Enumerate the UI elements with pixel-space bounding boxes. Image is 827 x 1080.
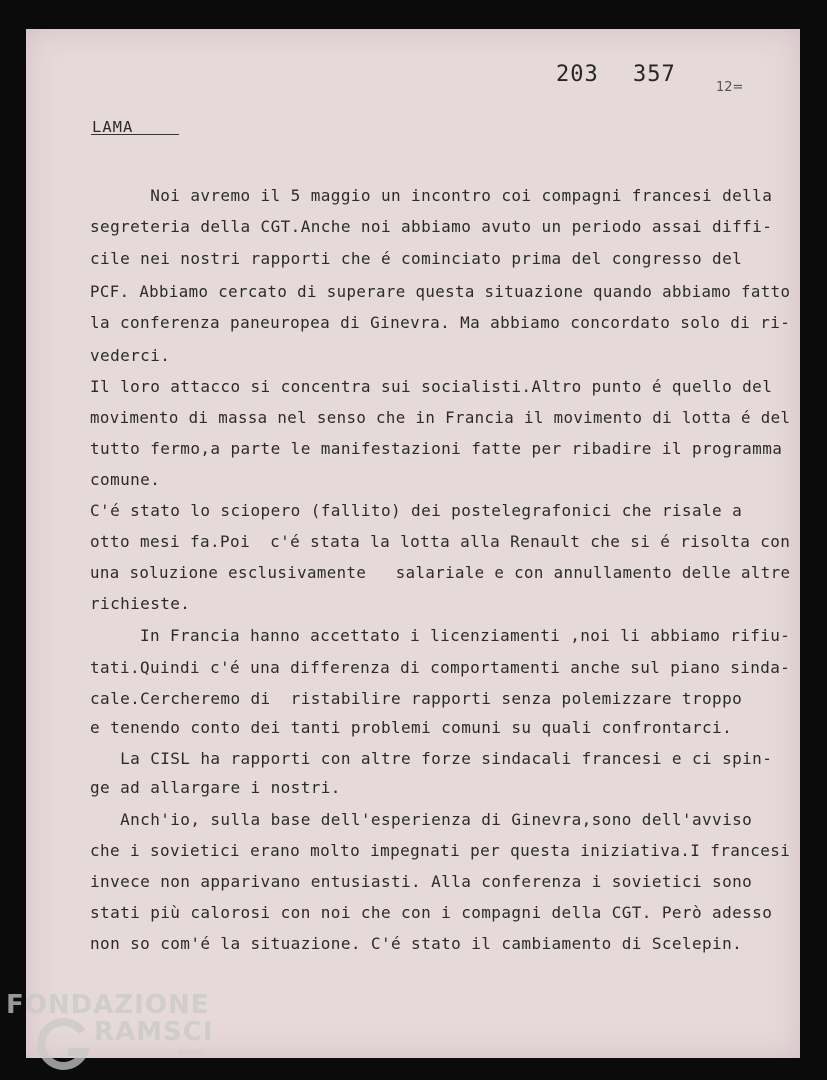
text-line: stati più calorosi con noi che con i compagni della CGT. Però adesso (90, 903, 773, 922)
text-line: richieste. (90, 594, 191, 613)
text-line: invece non apparivano entusiasti. Alla conferenza i sovietici sono (90, 872, 753, 891)
text-line: che i sovietici erano molto impegnati per questa iniziativa.I francesi (90, 841, 791, 860)
text-line: vederci. (90, 346, 171, 365)
heading-underline (91, 134, 179, 135)
text-line: movimento di massa nel senso che in Francia il movimento di lotta é del (90, 408, 791, 427)
text-line: ge ad allargare i nostri. (90, 778, 341, 797)
archive-number-1: 203 (556, 62, 599, 87)
text-line: e tenendo conto dei tanti problemi comuni su quali confrontarci. (90, 718, 733, 737)
text-line: tutto fermo,a parte le manifestazioni fatte per ribadire il programma (90, 439, 783, 458)
text-line: una soluzione esclusivamente salariale e con annullamento delle altre (90, 563, 791, 582)
text-line: In Francia hanno accettato i licenziamenti ,noi li abbiamo rifiu- (90, 626, 791, 645)
text-line: cale.Cercheremo di ristabilire rapporti senza polemizzare troppo (90, 689, 743, 708)
watermark-gramsci: RAMSCI (94, 1017, 214, 1047)
text-line: la conferenza paneuropea di Ginevra. Ma abbiamo concordato solo di ri- (90, 313, 791, 332)
archive-number-2: 357 (633, 62, 676, 87)
gramsci-logo-icon (34, 1014, 94, 1074)
text-line: La CISL ha rapporti con altre forze sindacali francesi e ci spin- (90, 749, 773, 768)
text-line: Il loro attacco si concentra sui socialisti.Altro punto é quello del (90, 377, 773, 396)
text-line: Anch'io, sulla base dell'esperienza di Ginevra,sono dell'avviso (90, 810, 753, 829)
text-line: otto mesi fa.Poi c'é stata la lotta alla Renault che si é risolta con (90, 532, 791, 551)
speaker-heading: LAMA (92, 118, 134, 136)
text-line: PCF. Abbiamo cercato di superare questa situazione quando abbiamo fatto (90, 282, 791, 301)
page-number-mark: 12= (716, 80, 744, 95)
text-line: Noi avremo il 5 maggio un incontro coi compagni francesi della (90, 186, 773, 205)
text-line: segreteria della CGT.Anche noi abbiamo avuto un periodo assai diffi- (90, 217, 773, 236)
text-line: comune. (90, 470, 161, 489)
watermark-onlus: onlus (178, 1047, 205, 1058)
watermark-fondazione: FONDAZIONE (6, 990, 210, 1020)
text-line: C'é stato lo sciopero (fallito) dei postelegrafonici che risale a (90, 501, 743, 520)
text-line: cile nei nostri rapporti che é cominciato prima del congresso del (90, 249, 743, 268)
text-line: tati.Quindi c'é una differenza di comportamenti anche sul piano sinda- (90, 658, 791, 677)
text-line: non so com'é la situazione. C'é stato il cambiamento di Scelepin. (90, 934, 743, 953)
